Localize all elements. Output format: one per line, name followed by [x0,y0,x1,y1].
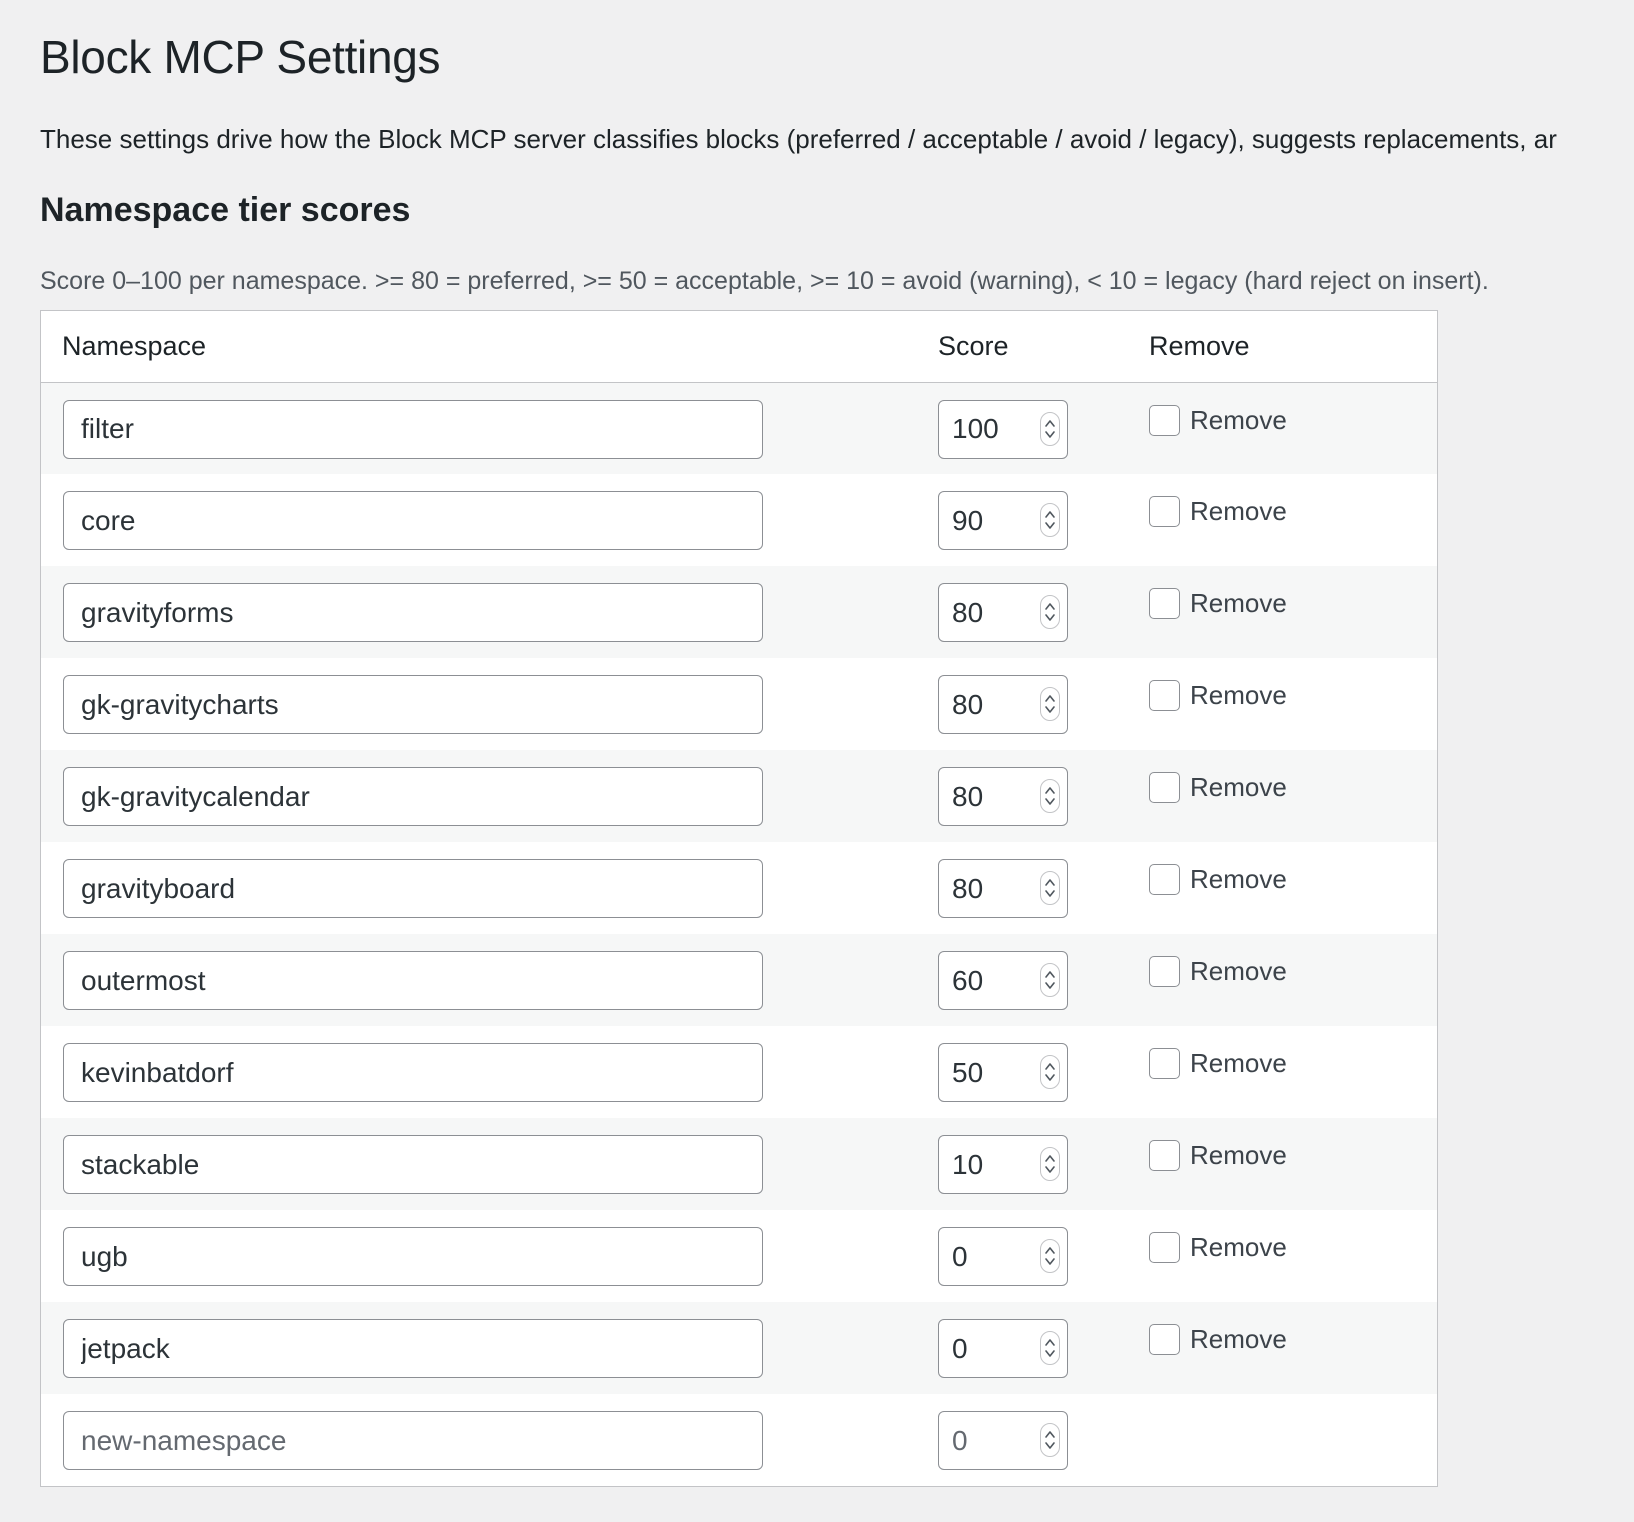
checkbox-icon[interactable] [1149,496,1180,527]
remove-label-text: Remove [1190,864,1287,894]
namespace-input[interactable] [63,859,763,918]
table-header-row [41,311,1437,382]
score-cell [938,1210,1149,1302]
table-row [41,474,1437,566]
remove-label-text: Remove [1190,404,1287,435]
remove-label-text: Remove [1190,680,1287,710]
remove-cell [1149,474,1437,566]
table-row [41,750,1437,842]
score-cell [938,566,1149,658]
remove-cell [1149,1210,1437,1302]
namespace-cell [41,1394,938,1486]
namespace-scores-table [40,310,1438,1487]
score-stepper [938,951,1068,1010]
score-cell [938,382,1149,474]
table-row [41,566,1437,658]
namespace-input[interactable] [63,767,763,826]
remove-cell [1149,934,1437,1026]
score-cell [938,750,1149,842]
table-row-new [41,1394,1437,1486]
score-stepper [938,767,1068,826]
remove-checkbox-label[interactable] [1149,680,1287,711]
checkbox-icon[interactable] [1149,1232,1180,1263]
checkbox-icon[interactable] [1149,1048,1180,1079]
remove-cell [1149,658,1437,750]
score-cell [938,474,1149,566]
table-row [41,658,1437,750]
remove-cell [1149,842,1437,934]
column-header-namespace: Namespace [41,311,938,382]
score-cell [938,1026,1149,1118]
spin-up-down-icon[interactable] [1040,1423,1060,1457]
namespace-cell [41,658,938,750]
remove-cell [1149,1118,1437,1210]
remove-label-text: Remove [1190,1048,1287,1078]
spin-up-down-icon[interactable] [1040,687,1060,721]
namespace-input[interactable] [63,400,763,459]
spin-up-down-icon[interactable] [1040,963,1060,997]
score-stepper [938,675,1068,734]
spin-up-down-icon[interactable] [1040,1147,1060,1181]
namespace-cell [41,934,938,1026]
namespace-cell [41,1118,938,1210]
score-stepper [938,400,1068,459]
checkbox-icon[interactable] [1149,405,1180,436]
table-row [41,842,1437,934]
namespace-cell [41,566,938,658]
remove-cell [1149,566,1437,658]
remove-label-text: Remove [1190,588,1287,618]
score-cell [938,658,1149,750]
namespace-input[interactable] [63,951,763,1010]
spin-up-down-icon[interactable] [1040,1239,1060,1273]
namespace-input[interactable] [63,1319,763,1378]
remove-checkbox-label[interactable] [1149,588,1287,619]
remove-cell [1149,1302,1437,1394]
score-stepper [938,1319,1068,1378]
remove-checkbox-label[interactable] [1149,772,1287,803]
remove-cell [1149,750,1437,842]
remove-checkbox-label[interactable] [1149,1140,1287,1171]
column-header-remove: Remove [1149,311,1437,382]
score-cell [938,934,1149,1026]
spin-up-down-icon[interactable] [1040,1331,1060,1365]
namespace-cell [41,1302,938,1394]
remove-label-text: Remove [1190,1232,1287,1262]
remove-checkbox-label[interactable] [1149,956,1287,987]
page-intro: These settings drive how the Block MCP server classifies blocks (preferred / acceptable / avoid / legacy), suggests replacements, ar [40,124,1557,154]
score-stepper [938,1227,1068,1286]
checkbox-icon[interactable] [1149,680,1180,711]
remove-label-text: Remove [1190,1140,1287,1170]
score-stepper [938,1043,1068,1102]
page-title: Block MCP Settings [40,31,441,83]
score-stepper [938,583,1068,642]
column-header-score: Score [938,311,1149,382]
remove-label-text: Remove [1190,772,1287,802]
namespace-input[interactable] [63,1043,763,1102]
spin-up-down-icon[interactable] [1040,1055,1060,1089]
checkbox-icon[interactable] [1149,1324,1180,1355]
namespace-input[interactable] [63,583,763,642]
table-row [41,1026,1437,1118]
namespace-input[interactable] [63,491,763,550]
table-row [41,934,1437,1026]
namespace-cell [41,1026,938,1118]
new-namespace-input[interactable] [63,1411,763,1470]
score-cell [938,1394,1149,1486]
table-row [41,1210,1437,1302]
remove-checkbox-label[interactable] [1149,864,1287,895]
namespace-cell [41,474,938,566]
score-cell [938,1302,1149,1394]
score-cell [938,842,1149,934]
remove-checkbox-label[interactable] [1149,1324,1287,1355]
spin-up-down-icon[interactable] [1040,412,1060,446]
checkbox-icon[interactable] [1149,588,1180,619]
spin-up-down-icon[interactable] [1040,503,1060,537]
remove-label-text: Remove [1190,496,1287,526]
namespace-input[interactable] [63,1227,763,1286]
checkbox-icon[interactable] [1149,956,1180,987]
checkbox-icon[interactable] [1149,864,1180,895]
spin-up-down-icon[interactable] [1040,871,1060,905]
remove-cell [1149,1394,1437,1486]
namespace-cell [41,382,938,474]
remove-checkbox-label[interactable] [1149,496,1287,527]
remove-label-text: Remove [1190,956,1287,986]
score-stepper [938,859,1068,918]
table-body [41,382,1437,1486]
checkbox-icon[interactable] [1149,1140,1180,1171]
namespace-cell [41,1210,938,1302]
namespace-cell [41,842,938,934]
remove-label-text: Remove [1190,1324,1287,1354]
remove-cell [1149,1026,1437,1118]
remove-checkbox-label[interactable] [1149,1048,1287,1079]
score-stepper [938,491,1068,550]
score-stepper [938,1135,1068,1194]
section-description: Score 0–100 per namespace. >= 80 = preferred, >= 50 = acceptable, >= 10 = avoid (warning), < 10 = legacy (hard reject on insert). [40,267,1489,295]
remove-checkbox-label[interactable] [1149,405,1287,436]
table-row [41,382,1437,474]
namespace-input[interactable] [63,675,763,734]
spin-up-down-icon[interactable] [1040,595,1060,629]
section-title: Namespace tier scores [40,191,411,229]
checkbox-icon[interactable] [1149,772,1180,803]
remove-cell [1149,382,1437,474]
namespace-input[interactable] [63,1135,763,1194]
remove-checkbox-label[interactable] [1149,1232,1287,1263]
spin-up-down-icon[interactable] [1040,779,1060,813]
score-cell [938,1118,1149,1210]
table-row [41,1302,1437,1394]
namespace-cell [41,750,938,842]
score-stepper [938,1411,1068,1470]
table-row [41,1118,1437,1210]
